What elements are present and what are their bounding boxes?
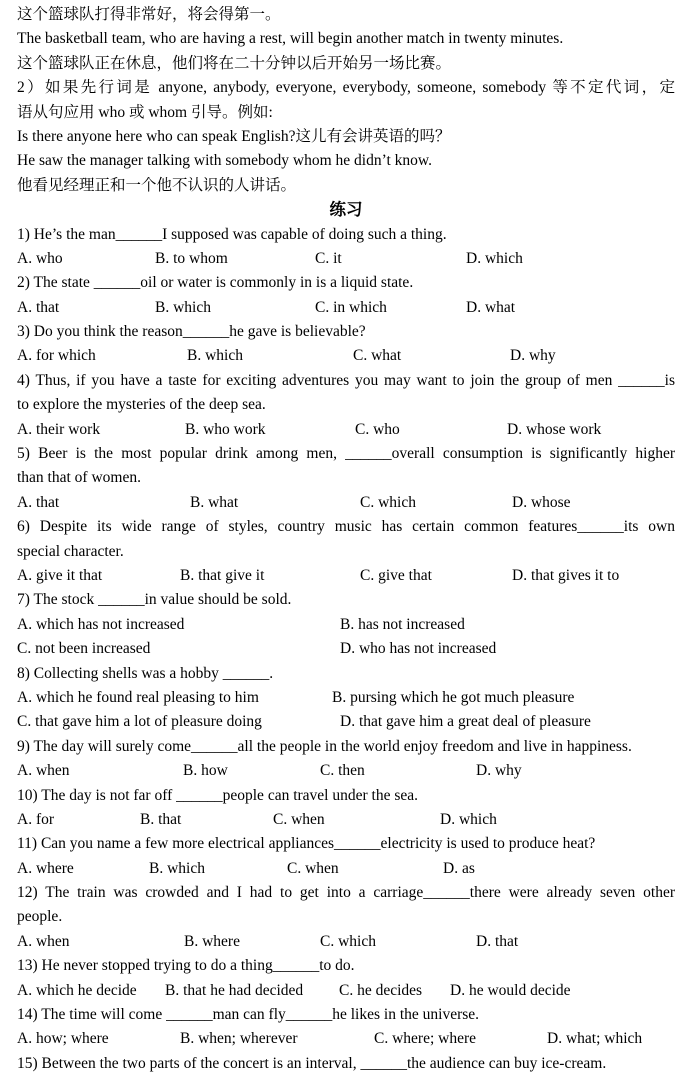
question-12-stem-line-1: 12) The train was crowded and I had to get into a carriage______there were already seven other [17,884,675,902]
question-3 [17,320,675,369]
question-6-option-d: D. that gives it to [512,566,620,584]
question-12-stem-line-2: people. [17,908,63,926]
question-2 [17,271,675,320]
question-12-option-b: B. where [184,932,240,950]
question-6-stem-line-2: special character. [17,542,124,560]
question-1 [17,223,675,272]
question-2-options [17,296,675,320]
question-7-stem: 7) The stock ______in value should be sold. [17,591,292,609]
question-10-option-d: D. which [440,810,497,828]
question-4 [17,369,675,442]
question-1-option-a: A. who [17,249,63,267]
question-4-option-d: D. whose work [507,420,602,438]
question-12-option-a: A. when [17,932,70,950]
question-7-option-d: D. who has not increased [340,640,497,658]
question-5-stem-line-2: than that of women. [17,469,141,487]
question-13-option-a: A. which he decide [17,981,137,999]
question-4-option-b: B. who work [185,420,266,438]
question-14-options [17,1027,675,1051]
intro-line-1: 这个篮球队打得非常好，将会得第一。 [17,6,281,23]
question-15-stem: 15) Between the two parts of the concert is an interval, ______the audience can buy ice-cream. [17,1054,607,1072]
question-8-option-c: C. that gave him a lot of pleasure doing [17,713,262,731]
question-3-option-c: C. what [353,347,402,365]
question-7-options-row-1 [17,613,675,637]
question-6-option-b: B. that give it [180,566,265,584]
question-8 [17,662,675,735]
question-3-stem: 3) Do you think the reason______he gave is believable? [17,323,366,341]
section-title: 练习 [329,200,363,220]
question-8-option-d: D. that gave him a great deal of pleasure [340,713,591,731]
question-13-option-b: B. that he had decided [165,981,304,999]
question-13-stem: 13) He never stopped trying to do a thing______to do. [17,957,355,975]
question-5-option-b: B. what [190,493,239,511]
question-2-option-c: C. in which [315,298,387,316]
intro-line-3: 这个篮球队正在休息，他们将在二十分钟以后开始另一场比赛。 [17,54,452,72]
question-9-option-d: D. why [476,762,522,780]
question-4-option-c: C. who [355,420,400,438]
question-10-option-b: B. that [140,810,182,828]
question-4-stem-line-1: 4) Thus, if you have a taste for exciting adventures you may want to join the group of men ______is [17,371,675,389]
question-11-option-c: C. when [287,859,339,877]
question-13-options [17,979,675,1003]
question-12 [17,881,675,954]
question-1-option-d: D. which [466,249,523,267]
question-15 [17,1052,675,1073]
intro-line-8: 他看见经理正和一个他不认识的人讲话。 [17,176,297,194]
question-9-stem: 9) The day will surely come______all the people in the world enjoy freedom and live in happiness. [17,737,632,755]
question-4-options [17,418,675,442]
question-10-stem: 10) The day is not far off ______people can travel under the sea. [17,786,419,804]
question-13-option-d: D. he would decide [450,981,571,999]
question-11-options [17,857,675,881]
question-6-options [17,564,675,588]
question-7-option-a: A. which has not increased [17,615,185,633]
question-6-option-c: C. give that [360,566,432,584]
question-2-option-d: D. what [466,298,516,316]
question-10-options [17,808,675,832]
question-1-option-c: C. it [315,249,342,267]
question-11-option-a: A. where [17,859,74,877]
question-1-stem: 1) He’s the man______I supposed was capable of doing such a thing. [17,225,447,243]
question-5-options [17,491,675,515]
question-14-option-d: D. what; which [547,1030,643,1048]
question-8-options-row-1 [17,686,675,710]
question-6 [17,515,675,588]
question-11-option-d: D. as [443,859,475,877]
question-13 [17,954,675,1003]
question-7-options-row-2 [17,637,675,661]
question-7 [17,588,675,661]
intro-line-5: 语从句应用 who 或 whom 引导。例如: [17,103,273,121]
question-12-option-c: C. which [320,932,376,950]
question-14-stem: 14) The time will come ______man can fly______he likes in the universe. [17,1006,480,1024]
question-8-option-a: A. which he found real pleasing to him [17,688,259,706]
question-10-option-c: C. when [273,810,325,828]
question-9 [17,735,675,784]
question-6-stem-line-1: 6) Despite its wide range of styles, country music has certain common features______its own [17,518,675,536]
question-7-option-b: B. has not increased [340,615,465,633]
question-10 [17,784,675,833]
intro-line-7: He saw the manager talking with somebody whom he didn’t know. [17,152,432,170]
question-11 [17,832,675,881]
question-14-option-b: B. when; wherever [180,1030,298,1048]
question-5-option-d: D. whose [512,493,571,511]
question-2-stem: 2) The state ______oil or water is commonly in is a liquid state. [17,274,414,292]
question-3-option-a: A. for which [17,347,96,365]
question-12-option-d: D. that [476,932,519,950]
question-5 [17,442,675,515]
intro-line-2: The basketball team, who are having a rest, will begin another match in twenty minutes. [17,30,564,48]
question-8-options-row-2 [17,710,675,734]
question-2-option-a: A. that [17,298,60,316]
question-14-option-a: A. how; where [17,1030,109,1048]
question-2-option-b: B. which [155,298,211,316]
question-9-option-a: A. when [17,762,70,780]
question-5-stem-line-1: 5) Beer is the most popular drink among men, ______overall consumption is significantly higher [17,445,675,463]
question-14-option-c: C. where; where [374,1030,476,1048]
intro-line-4: 2）如果先行词是 anyone, anybody, everyone, everybody, someone, somebody 等不定代词，定 [17,79,675,97]
question-14 [17,1003,675,1052]
question-12-options [17,930,675,954]
question-7-option-c: C. not been increased [17,640,151,658]
question-5-option-c: C. which [360,493,416,511]
question-6-option-a: A. give it that [17,566,103,584]
question-3-options [17,344,675,368]
question-5-option-a: A. that [17,493,60,511]
question-9-option-b: B. how [183,762,228,780]
question-9-option-c: C. then [320,762,365,780]
question-10-option-a: A. for [17,810,55,828]
question-11-stem: 11) Can you name a few more electrical appliances______electricity is used to produce heat? [17,835,596,853]
question-3-option-b: B. which [187,347,243,365]
intro-line-6: Is there anyone here who can speak English?这儿有会讲英语的吗？ [17,127,451,145]
question-3-option-d: D. why [510,347,556,365]
question-4-option-a: A. their work [17,420,101,438]
question-1-option-b: B. to whom [155,249,228,267]
question-8-stem: 8) Collecting shells was a hobby ______. [17,664,274,682]
question-4-stem-line-2: to explore the mysteries of the deep sea. [17,396,266,414]
question-13-option-c: C. he decides [339,981,423,999]
question-11-option-b: B. which [149,859,205,877]
question-8-option-b: B. pursing which he got much pleasure [332,688,575,706]
question-1-options [17,247,675,271]
question-9-options [17,759,675,783]
